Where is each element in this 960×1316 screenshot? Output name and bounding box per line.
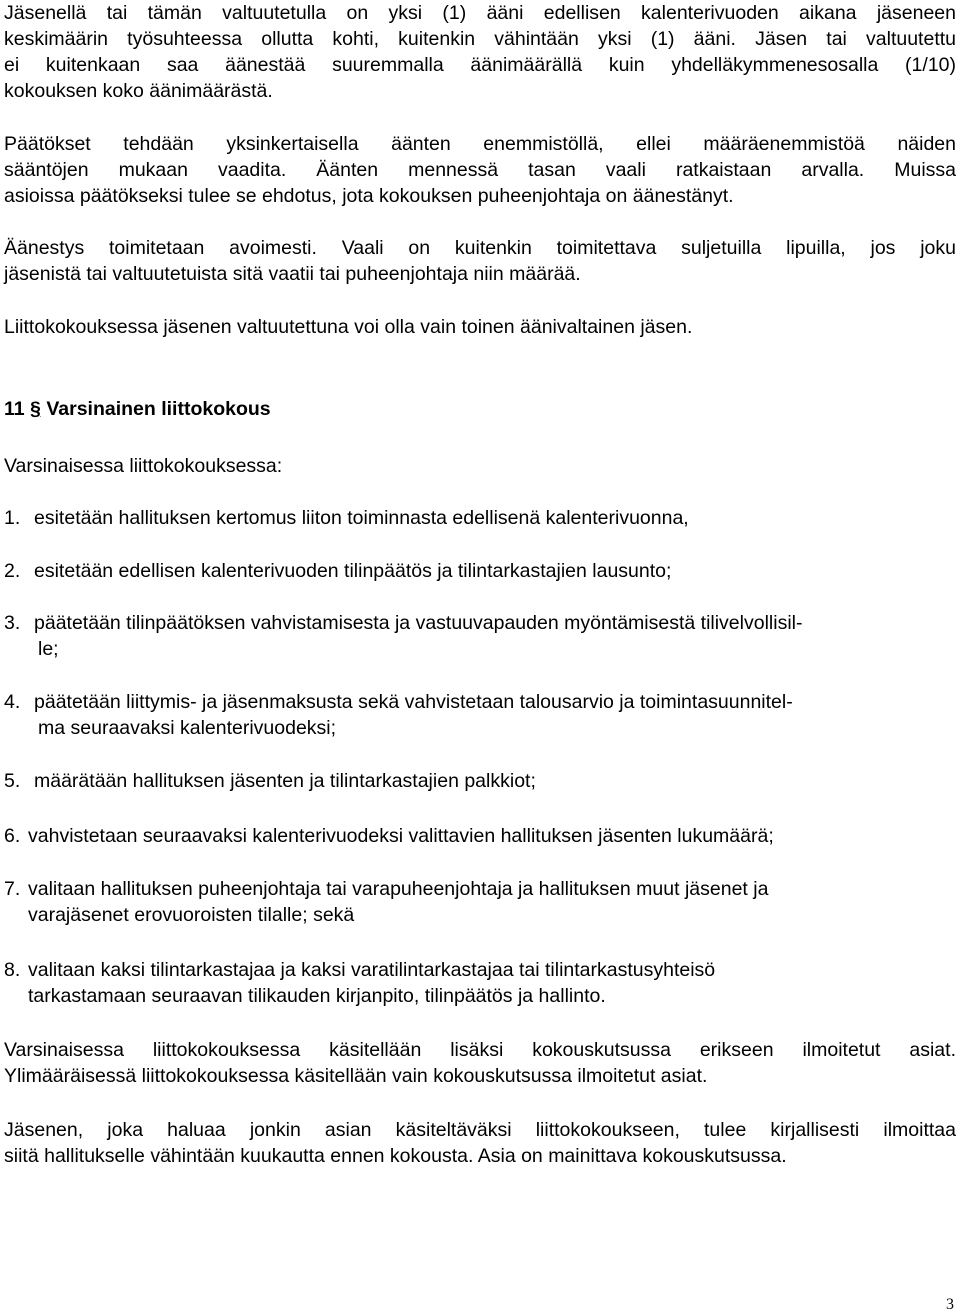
list-item-3 <box>4 610 956 636</box>
list-item-1 <box>4 505 956 531</box>
paragraph-2-line-3: asioissa päätökseksi tulee se ehdotus, jota kokouksen puheenjohtaja on äänestänyt. <box>4 185 734 207</box>
paragraph-2-line-2: sääntöjen mukaan vaadita. Äänten mennessä tasan vaali ratkaistaan arvalla. Muissa <box>4 159 956 181</box>
list-item-4 <box>4 689 956 715</box>
paragraph-1-line-1: Jäsenellä tai tämän valtuutetulla on yksi (1) ääni edellisen kalenterivuoden aikana jäseneen <box>4 2 956 24</box>
list-item-text: esitetään hallituksen kertomus liiton toiminnasta edellisenä kalenterivuonna, <box>34 507 689 529</box>
list-item-7-continuation: varajäsenet erovuoroisten tilalle; sekä <box>28 904 355 926</box>
paragraph-6-line-1: Jäsenen, joka haluaa jonkin asian käsiteltäväksi liittokokoukseen, tulee kirjallisesti ilmoittaa <box>4 1119 956 1141</box>
list-item-number: 3. <box>4 612 21 634</box>
list-item-text: vahvistetaan seuraavaksi kalenterivuodeksi valittavien hallituksen jäsenten lukumäärä; <box>28 825 774 847</box>
paragraph-1-line-4: kokouksen koko äänimäärästä. <box>4 80 273 102</box>
list-item-text: määrätään hallituksen jäsenten ja tilintarkastajien palkkiot; <box>34 770 536 792</box>
paragraph-5-line-1: Varsinaisessa liittokokouksessa käsitellään lisäksi kokouskutsussa erikseen ilmoitetut asiat. <box>4 1039 956 1061</box>
list-item-3-continuation: le; <box>38 638 59 660</box>
list-intro: Varsinaisessa liittokokouksessa: <box>4 455 283 477</box>
list-item-number: 7. <box>4 878 21 900</box>
list-item-8 <box>4 957 956 983</box>
paragraph-6-line-2: siitä hallitukselle vähintään kuukautta ennen kokousta. Asia on mainittava kokouskutsussa. <box>4 1145 787 1167</box>
list-item-2 <box>4 558 956 584</box>
list-item-4-continuation: ma seuraavaksi kalenterivuodeksi; <box>38 717 337 739</box>
list-item-text: päätetään tilinpäätöksen vahvistamisesta ja vastuuvapauden myöntämisestä tilivelvollisil- <box>34 612 803 634</box>
list-item-number: 4. <box>4 691 21 713</box>
list-item-number: 2. <box>4 560 21 582</box>
paragraph-3-line-1: Äänestys toimitetaan avoimesti. Vaali on kuitenkin toimitettava suljetuilla lipuilla, jos joku <box>4 237 956 259</box>
list-item-8-continuation: tarkastamaan seuraavan tilikauden kirjanpito, tilinpäätös ja hallinto. <box>28 985 606 1007</box>
paragraph-1-line-3: ei kuitenkaan saa äänestää suuremmalla äänimäärällä kuin yhdelläkymmenesosalla (1/10) <box>4 54 956 76</box>
page-number: 3 <box>946 1296 954 1313</box>
list-item-6 <box>4 823 956 849</box>
section-sign: § <box>30 398 41 420</box>
list-item-text: valitaan kaksi tilintarkastajaa ja kaksi varatilintarkastajaa tai tilintarkastusyhteisö <box>28 959 716 981</box>
list-item-text: päätetään liittymis- ja jäsenmaksusta sekä vahvistetaan talousarvio ja toimintasuunnitel- <box>34 691 793 713</box>
list-item-text: valitaan hallituksen puheenjohtaja tai varapuheenjohtaja ja hallituksen muut jäsenet ja <box>28 878 769 900</box>
list-item-number: 6. <box>4 825 21 847</box>
list-item-number: 1. <box>4 507 21 529</box>
paragraph-5-line-2: Ylimääräisessä liittokokouksessa käsitellään vain kokouskutsussa ilmoitetut asiat. <box>4 1065 708 1087</box>
list-item-5 <box>4 768 956 794</box>
paragraph-4: Liittokokouksessa jäsenen valtuutettuna voi olla vain toinen äänivaltainen jäsen. <box>4 316 693 338</box>
paragraph-3-line-2: jäsenistä tai valtuutetuista sitä vaatii tai puheenjohtaja niin määrää. <box>4 263 581 285</box>
paragraph-2-line-1: Päätökset tehdään yksinkertaisella äänten enemmistöllä, ellei määräenemmistöä näiden <box>4 133 956 155</box>
section-title: Varsinainen liittokokous <box>46 398 271 420</box>
list-item-7 <box>4 876 956 902</box>
section-number: 11 <box>4 398 25 420</box>
list-item-number: 5. <box>4 770 21 792</box>
list-item-text: esitetään edellisen kalenterivuoden tilinpäätös ja tilintarkastajien lausunto; <box>34 560 672 582</box>
list-item-number: 8. <box>4 959 21 981</box>
section-heading <box>4 396 956 422</box>
paragraph-1-line-2: keskimäärin työsuhteessa ollutta kohti, kuitenkin vähintään yksi (1) ääni. Jäsen tai valtuutettu <box>4 28 956 50</box>
